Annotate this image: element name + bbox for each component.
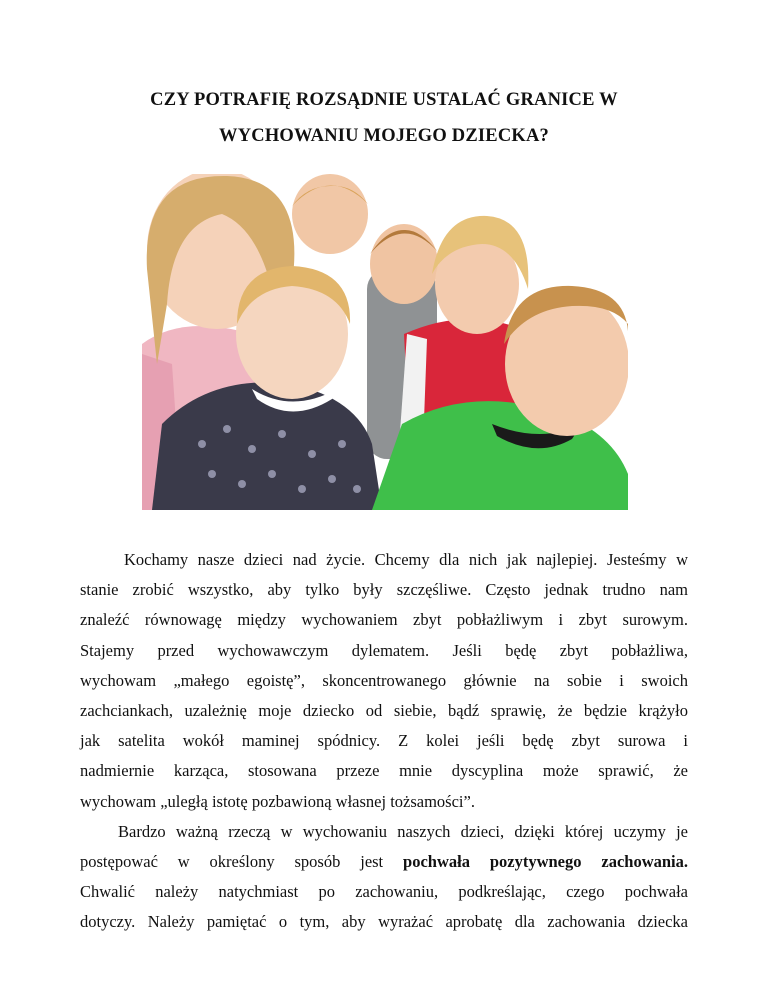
paragraph-2-line: dotyczy. Należy pamiętać o tym, aby wyrażać aprobatę dla zachowania dziecka — [80, 912, 688, 932]
paragraph-1-line: wychowam „uległą istotę pozbawioną własnej tożsamości”. — [80, 791, 475, 811]
paragraph-1-line: Stajemy przed wychowawczym dylematem. Jeśli będę zbyt pobłażliwa, — [80, 640, 688, 660]
paragraph-2-line: Bardzo ważną rzeczą w wychowaniu naszych dzieci, dzięki której uczymy je — [118, 821, 688, 841]
article-body — [80, 545, 688, 938]
title-line-2: WYCHOWANIU MOJEGO DZIECKA? — [219, 126, 549, 146]
paragraph-1-line: zachciankach, uzależnię moje dziecko od siebie, bądź sprawię, że będzie krążyło — [80, 701, 688, 721]
paragraph-2 — [80, 817, 688, 938]
paragraph-2-line: Chwalić należy natychmiast po zachowaniu, podkreślając, czego pochwała — [80, 882, 688, 902]
paragraph-1 — [80, 545, 688, 817]
children-group-photo — [142, 174, 628, 510]
title-line-1: CZY POTRAFIĘ ROZSĄDNIE USTALAĆ GRANICE W — [150, 90, 618, 110]
paragraph-1-line: znaleźć równowagę między wychowaniem zbyt pobłażliwym i zbyt surowym. — [80, 610, 688, 630]
paragraph-1-line: nadmiernie karząca, stosowana przeze mnie dyscyplina może sprawić, że — [80, 761, 688, 781]
page-title — [80, 82, 688, 154]
emphasis-positive-praise: pochwała pozytywnego zachowania. — [403, 852, 688, 872]
paragraph-1-line: stanie zrobić wszystko, aby tylko były szczęśliwe. Często jednak trudno nam — [80, 580, 688, 600]
paragraph-1-line: Kochamy nasze dzieci nad życie. Chcemy dla nich jak najlepiej. Jesteśmy w — [124, 550, 688, 569]
paragraph-1-line: jak satelita wokół maminej spódnicy. Z kolei jeśli będę zbyt surowa i — [80, 731, 688, 751]
paragraph-2-text: postępować w określony sposób jest — [80, 852, 404, 872]
paragraph-1-line: wychowam „małego egoistę”, skoncentrowanego głównie na sobie i swoich — [80, 670, 688, 690]
paragraph-2-line — [80, 847, 688, 877]
